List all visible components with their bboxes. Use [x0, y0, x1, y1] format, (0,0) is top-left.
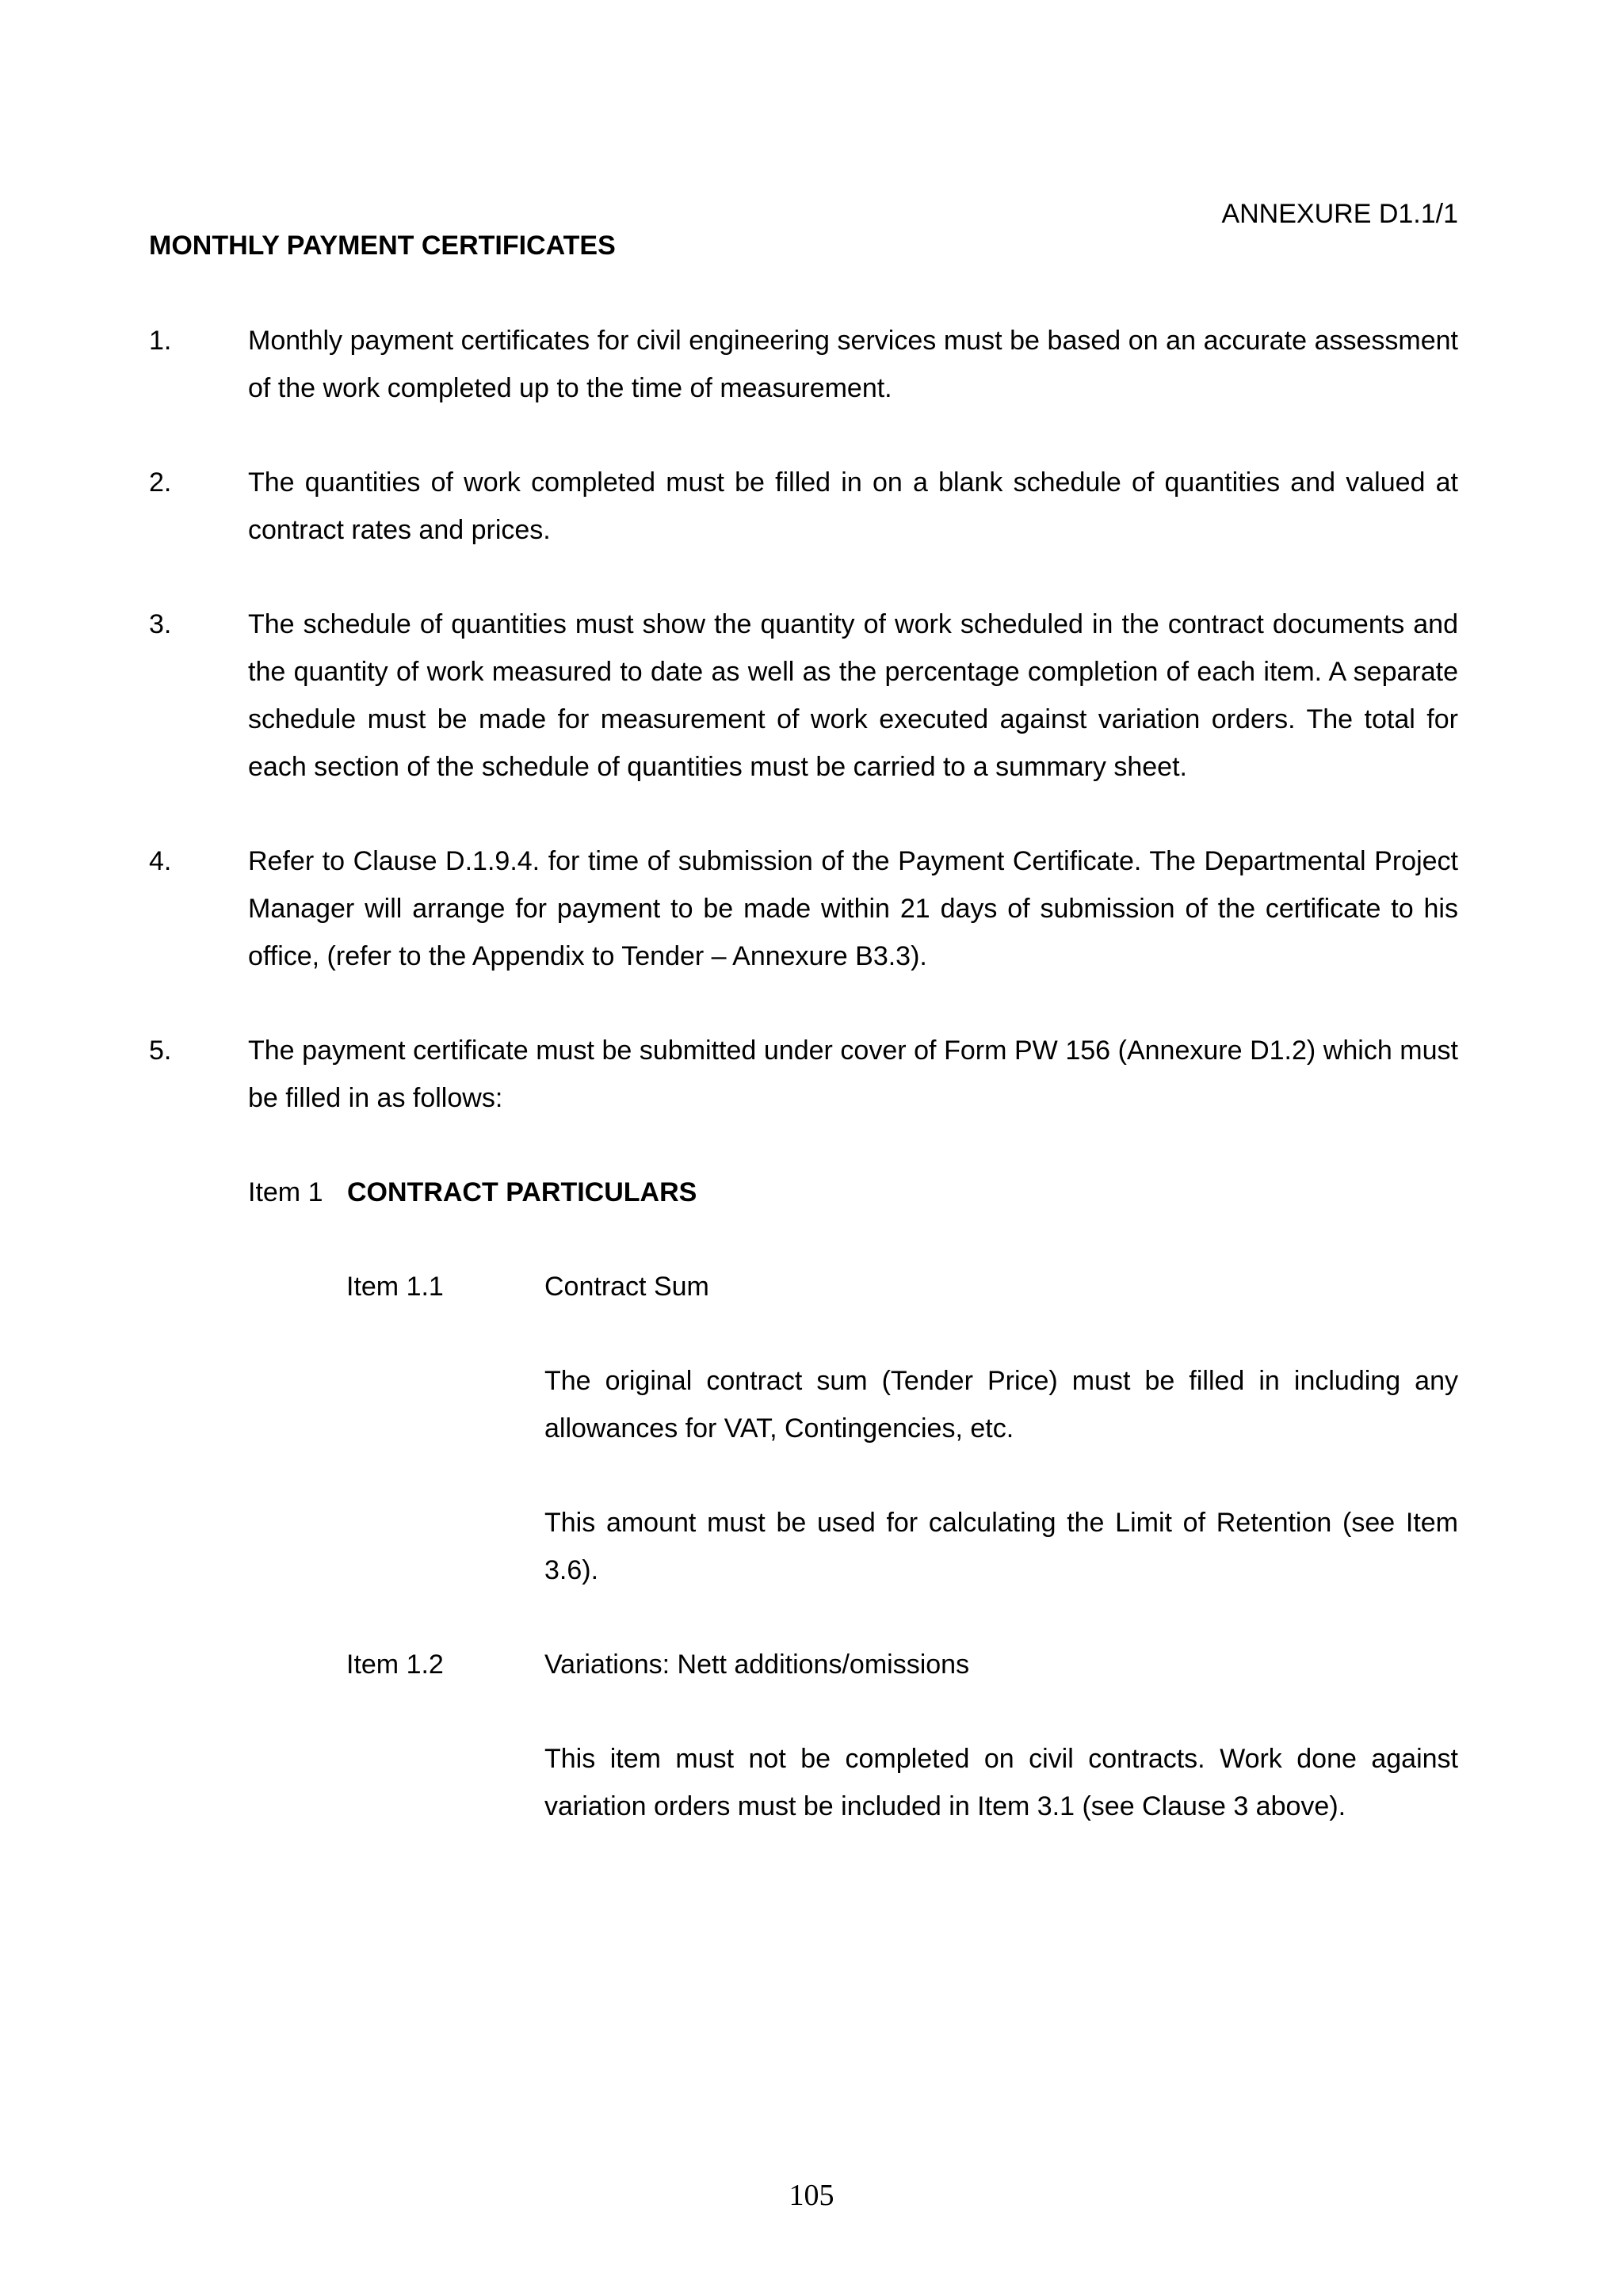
- clause-number: 4.: [149, 846, 172, 876]
- clause-text: The quantities of work completed must be filled in on a blank schedule of quantities and valued at contract rates and prices.: [248, 467, 1458, 545]
- subitem-1-2: [346, 1641, 1458, 1830]
- subitem-1-1: [346, 1263, 1458, 1594]
- page-title: MONTHLY PAYMENT CERTIFICATES: [149, 231, 616, 261]
- clause-text: Refer to Clause D.1.9.4. for time of submission of the Payment Certificate. The Departmental Project Manager will arrange for payment to be made within 21 days of submission of the certificate to his office, (refer to the Appendix to Tender – Annexure B3.3).: [248, 846, 1458, 971]
- clause-number: 5.: [149, 1035, 172, 1066]
- subitem-label: Item 1.2: [346, 1650, 444, 1680]
- clause-text: Monthly payment certificates for civil engineering services must be based on an accurate assessment of the work completed up to the time of measurement.: [248, 326, 1458, 403]
- clause-list: [149, 317, 1458, 1169]
- item-1-heading: [248, 1169, 697, 1216]
- subitem-label: Item 1.1: [346, 1272, 444, 1302]
- clause-4: [149, 837, 1458, 980]
- clause-text: The payment certificate must be submitted under cover of Form PW 156 (Annexure D1.2) which must be filled in as follows:: [248, 1035, 1458, 1113]
- subitem-paragraph: This item must not be completed on civil contracts. Work done against variation orders must be included in Item 3.1 (see Clause 3 above).: [544, 1744, 1458, 1821]
- subitem-paragraph: This amount must be used for calculating the Limit of Retention (see Item 3.6).: [544, 1508, 1458, 1585]
- item-label: Item 1: [248, 1177, 323, 1207]
- clause-2: [149, 459, 1458, 554]
- clause-number: 2.: [149, 467, 172, 498]
- clause-number: 3.: [149, 609, 172, 639]
- subitem-body: [544, 1263, 1458, 1594]
- subitem-body: [544, 1641, 1458, 1830]
- clause-3: [149, 601, 1458, 791]
- annexure-reference: ANNEXURE D1.1/1: [1221, 199, 1458, 229]
- subitem-title: Variations: Nett additions/omissions: [544, 1650, 970, 1680]
- clause-text: The schedule of quantities must show the quantity of work scheduled in the contract documents and the quantity of work measured to date as well as the percentage completion of each item. A separate schedule must be made for measurement of work executed against variation orders. The total for each section of the schedule of quantities must be carried to a summary sheet.: [248, 609, 1458, 782]
- clause-number: 1.: [149, 326, 172, 356]
- item-title: CONTRACT PARTICULARS: [347, 1177, 697, 1207]
- subitem-title: Contract Sum: [544, 1272, 709, 1302]
- clause-5: [149, 1027, 1458, 1122]
- clause-1: [149, 317, 1458, 412]
- page-number: 105: [789, 2179, 834, 2212]
- subitem-paragraph: The original contract sum (Tender Price) must be filled in including any allowances for VAT, Contingencies, etc.: [544, 1366, 1458, 1444]
- subitem-list: [346, 1263, 1458, 1877]
